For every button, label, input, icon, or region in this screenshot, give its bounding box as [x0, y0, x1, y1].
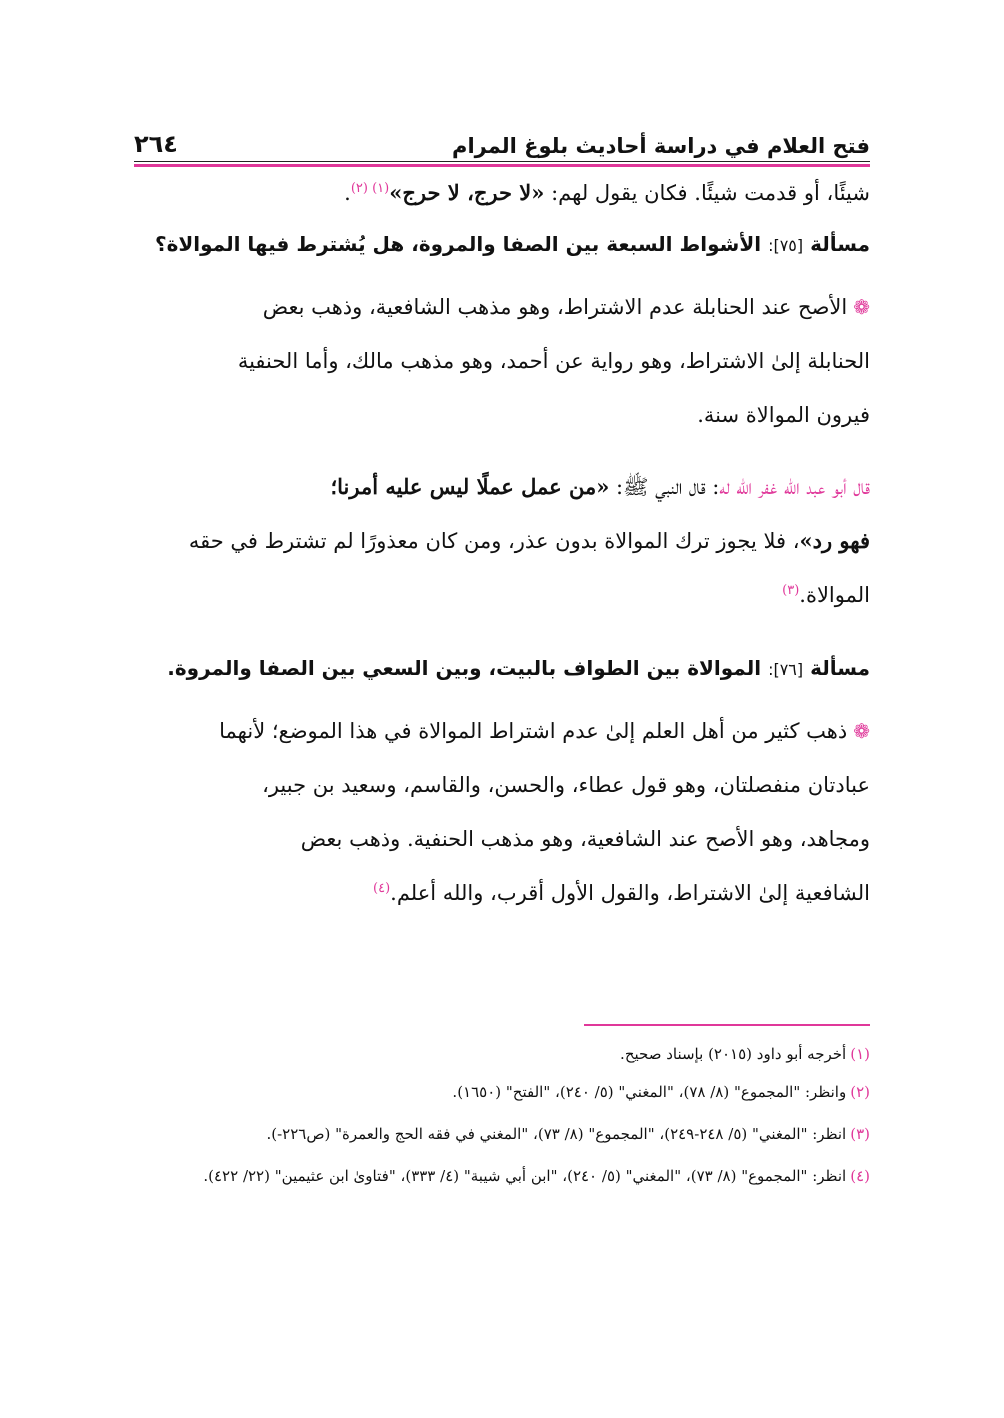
paragraph-76	[134, 704, 870, 920]
footnote-text: انظر: "المغني" (٥/ ٢٤٨-٢٤٩)، "المجموع" (٨/ ٧٣)، "المغني في فقه الحج والعمرة" (ص٢٢٦-).	[266, 1125, 847, 1143]
paragraph-line	[134, 460, 870, 514]
paragraph-line: عبادتان منفصلتان، وهو قول عطاء، والحسن، والقاسم، وسعيد بن جبير،	[262, 773, 870, 797]
author-attribution: قال أبو عبد الله غفر الله له	[719, 475, 870, 499]
hadith-quote-end: فهو رد»	[799, 528, 870, 553]
paragraph-line	[134, 568, 870, 622]
running-header	[134, 118, 870, 158]
footnote-number: (١)	[850, 1045, 870, 1063]
footnote-separator	[584, 1024, 870, 1026]
footnotes	[134, 1040, 870, 1204]
question-75-heading	[134, 220, 870, 270]
paragraph-line: فيرون الموالاة سنة.	[697, 403, 870, 427]
question-title: الأشواط السبعة بين الصفا والمروة، هل يُشترط فيها الموالاة؟	[154, 232, 762, 256]
footnote-text: انظر: "المجموع" (٨/ ٧٣)، "المغني" (٥/ ٢٤٠)، "ابن أبي شيبة" (٤/ ٣٣٣)، "فتاوىٰ ابن عثيمين" (٢٢/ ٤٢٢).	[203, 1167, 847, 1185]
spacer	[134, 442, 870, 460]
question-label: مسألة	[810, 656, 870, 680]
question-76-heading	[134, 644, 870, 694]
book-title: فتح العلام في دراسة أحاديث بلوغ المرام	[452, 134, 870, 158]
continued-line	[134, 170, 870, 216]
paragraph-line: ومجاهد، وهو الأصح عند الشافعية، وهو مذهب الحنفية. وذهب بعض	[300, 827, 870, 851]
footnote-number: (٤)	[850, 1167, 870, 1185]
paragraph-line: الحنابلة إلىٰ الاشتراط، وهو رواية عن أحمد، وهو مذهب مالك، وأما الحنفية	[237, 349, 870, 373]
hadith-quote: «لا حرج، لا حرج»	[389, 180, 545, 205]
header-accent-rule	[134, 164, 870, 167]
flower-bullet-icon: ❁	[853, 295, 870, 319]
footnote-ref: (٤)	[373, 881, 391, 896]
hadith-quote: «من عمل عملًا ليس عليه أمرنا؛	[330, 474, 610, 499]
flower-bullet-icon: ❁	[853, 719, 870, 743]
line-text: شيئًا، أو قدمت شيئًا. فكان يقول لهم:	[544, 181, 870, 205]
paragraph-75	[134, 280, 870, 442]
paragraph-line	[134, 704, 870, 758]
question-number: [٧٥]:	[768, 236, 804, 255]
paragraph-line-text: الشافعية إلىٰ الاشتراط، والقول الأول أقرب، والله أعلم.	[390, 881, 870, 905]
spacer	[134, 622, 870, 640]
paragraph-line-text: ، فلا يجوز ترك الموالاة بدون عذر، ومن كان معذورًا لم تشترط في حقه	[188, 529, 800, 553]
page-number: ٢٦٤	[134, 130, 178, 158]
period: .	[344, 181, 351, 205]
footnote-item	[134, 1120, 870, 1148]
paragraph-line	[134, 280, 870, 334]
author-comment-paragraph	[134, 460, 870, 622]
footnote-refs: (١) (٢)	[350, 181, 390, 196]
paragraph-line-text: الموالاة.	[799, 583, 870, 607]
paragraph-line	[134, 866, 870, 920]
footnote-number: (٣)	[850, 1125, 870, 1143]
header-rule	[134, 161, 870, 162]
paragraph-line-text: الأصح عند الحنابلة عدم الاشتراط، وهو مذهب الشافعية، وذهب بعض	[262, 295, 848, 319]
footnote-number: (٢)	[850, 1083, 870, 1101]
footnote-item	[134, 1078, 870, 1106]
paragraph-line-text: ذهب كثير من أهل العلم إلىٰ عدم اشتراط الموالاة في هذا الموضع؛ لأنهما	[219, 719, 848, 743]
intro-text: : قال النبي ﷺ:	[609, 475, 720, 499]
question-title: الموالاة بين الطواف بالبيت، وبين السعي بين الصفا والمروة.	[167, 656, 762, 680]
paragraph-line	[134, 514, 870, 568]
footnote-text: وانظر: "المجموع" (٨/ ٧٨)، "المغني" (٥/ ٢٤٠)، "الفتح" (١٦٥٠).	[452, 1083, 847, 1101]
question-number: [٧٦]:	[768, 660, 804, 679]
main-text	[134, 170, 870, 920]
footnote-item	[134, 1040, 870, 1068]
footnote-ref: (٣)	[782, 583, 800, 598]
question-label: مسألة	[810, 232, 870, 256]
footnote-text: أخرجه أبو داود (٢٠١٥) بإسناد صحيح.	[620, 1045, 847, 1063]
footnote-item	[134, 1162, 870, 1190]
